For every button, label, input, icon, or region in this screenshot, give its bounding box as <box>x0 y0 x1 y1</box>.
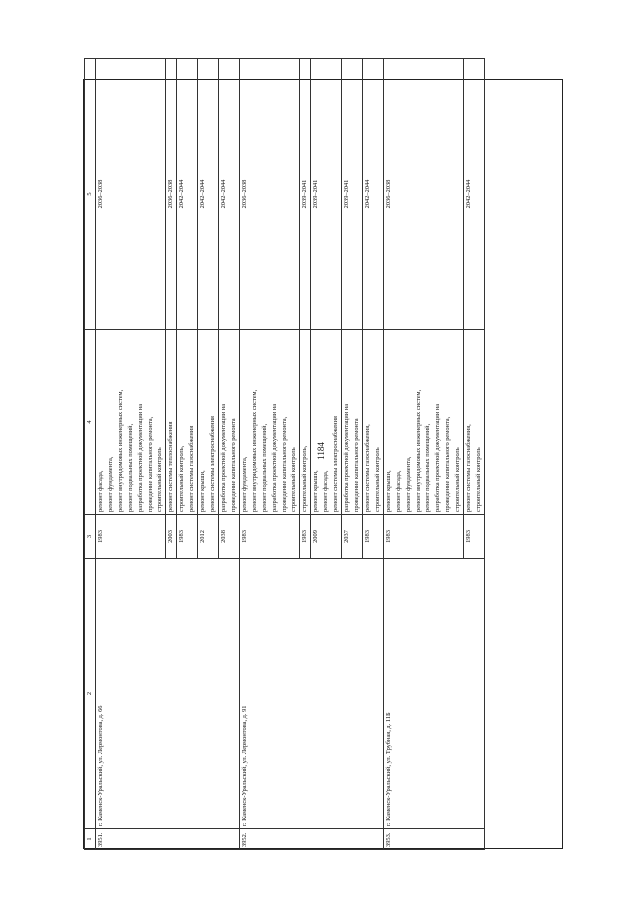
works-cell <box>342 330 363 515</box>
table-frame <box>83 79 563 849</box>
work-item: строительный контроль <box>373 447 381 512</box>
column-number-row <box>85 59 96 850</box>
period-cell: 2042–2044 <box>464 59 485 330</box>
period-cell: 2042–2044 <box>218 59 239 330</box>
work-item: строительный контроль <box>290 447 298 512</box>
work-item: строительный контроль <box>454 447 462 512</box>
year-cell: 2009 <box>311 515 342 559</box>
work-item: ремонт подвальных помещений, <box>260 423 268 512</box>
year-cell: 1983 <box>383 515 463 559</box>
work-item: ремонт подвальных помещений, <box>126 423 134 512</box>
work-item: ремонт фасада, <box>394 470 402 512</box>
work-item: строительный контроль, <box>178 445 186 512</box>
building-address: г. Каменск-Уральский, ул. Лермонтова, д. 91 <box>239 559 383 829</box>
works-cell <box>362 330 383 515</box>
work-item: разработка проектной документации на <box>136 403 144 512</box>
table-row <box>239 59 300 850</box>
year-cell: 2003 <box>166 515 177 559</box>
period-cell: 2042–2044 <box>362 59 383 330</box>
work-item: ремонт внутридомовых инженерных систем, <box>116 389 124 512</box>
works-cell <box>239 330 300 515</box>
work-item: ремонт внутридомовых инженерных систем, <box>250 389 258 512</box>
works-cell <box>177 330 198 515</box>
work-item: проведение капитального ремонта, <box>146 416 154 512</box>
year-cell: 1983 <box>239 515 300 559</box>
work-item: ремонт системы электроснабжения <box>332 416 340 512</box>
works-cell <box>218 330 239 515</box>
period-cell: 2036–2038 <box>166 59 177 330</box>
year-cell: 1983 <box>95 515 165 559</box>
work-item: строительный контроль <box>156 447 164 512</box>
year-cell: 1983 <box>177 515 198 559</box>
column-number: 2 <box>85 559 96 829</box>
work-item: ремонт крыши, <box>384 470 392 512</box>
work-item: ремонт подвальных помещений, <box>424 423 432 512</box>
work-item: ремонт системы газоснабжения, <box>363 424 371 512</box>
work-item: ремонт системы электроснабжения <box>209 416 217 512</box>
work-item: разработка проектной документации на <box>434 403 442 512</box>
column-number: 1 <box>85 829 96 850</box>
column-number: 3 <box>85 515 96 559</box>
work-item: ремонт фундамента, <box>404 456 412 512</box>
period-cell: 2036–2038 <box>95 59 165 330</box>
work-item: проведение капитального ремонта, <box>280 416 288 512</box>
work-item: ремонт фасада, <box>96 470 104 512</box>
work-item: ремонт системы газоснабжения, <box>465 424 473 512</box>
works-cell <box>383 330 463 515</box>
work-item: разработка проектной документации на <box>219 403 227 512</box>
works-cell <box>464 330 485 515</box>
period-cell: 2039–2041 <box>342 59 363 330</box>
period-cell: 2036–2038 <box>239 59 300 330</box>
row-number: 3952. <box>239 829 383 850</box>
period-cell: 2036–2038 <box>383 59 463 330</box>
period-cell: 2042–2044 <box>177 59 198 330</box>
row-number: 3953. <box>383 829 484 850</box>
year-cell: 1983 <box>362 515 383 559</box>
work-item: проведение капитального ремонта <box>352 418 360 512</box>
building-address: г. Каменск-Уральский, ул. Трубная, д. 11Б <box>383 559 484 829</box>
column-number: 5 <box>85 59 96 330</box>
work-item: разработка проектной документации на <box>343 403 351 512</box>
rotated-table-container <box>84 80 564 850</box>
work-item: ремонт крыши, <box>312 470 320 512</box>
work-item: ремонт внутридомовых инженерных систем, <box>414 389 422 512</box>
row-number: 3951. <box>95 829 239 850</box>
works-cell <box>311 330 342 515</box>
works-cell <box>300 330 311 515</box>
year-cell: 2037 <box>342 515 363 559</box>
year-cell: 1983 <box>300 515 311 559</box>
work-item: проведение капитального ремонта <box>229 418 237 512</box>
work-item: строительный контроль <box>475 447 483 512</box>
work-item: ремонт фундамента, <box>240 456 248 512</box>
period-cell: 2042–2044 <box>198 59 219 330</box>
works-cell <box>95 330 165 515</box>
work-item: ремонт системы теплоснабжения <box>167 421 175 512</box>
capital-repair-table <box>84 58 485 850</box>
works-cell <box>166 330 177 515</box>
work-item: ремонт фундамента, <box>106 456 114 512</box>
year-cell: 2012 <box>198 515 219 559</box>
period-cell: 2039–2041 <box>311 59 342 330</box>
work-item: ремонт фасада, <box>322 470 330 512</box>
year-cell: 2038 <box>218 515 239 559</box>
year-cell: 1983 <box>464 515 485 559</box>
work-item: строительный контроль, <box>301 445 309 512</box>
work-item: ремонт крыши, <box>199 470 207 512</box>
building-address: г. Каменск-Уральский, ул. Лермонтова, д. 66 <box>95 559 239 829</box>
work-item: проведение капитального ремонта, <box>444 416 452 512</box>
work-item: разработка проектной документации на <box>270 403 278 512</box>
table-row <box>95 59 165 850</box>
work-item: ремонт системы газоснабжения <box>188 425 196 512</box>
table-row <box>383 59 463 850</box>
column-number: 4 <box>85 330 96 515</box>
page-number: 1184 <box>315 442 326 460</box>
works-cell <box>198 330 219 515</box>
period-cell: 2039–2041 <box>300 59 311 330</box>
